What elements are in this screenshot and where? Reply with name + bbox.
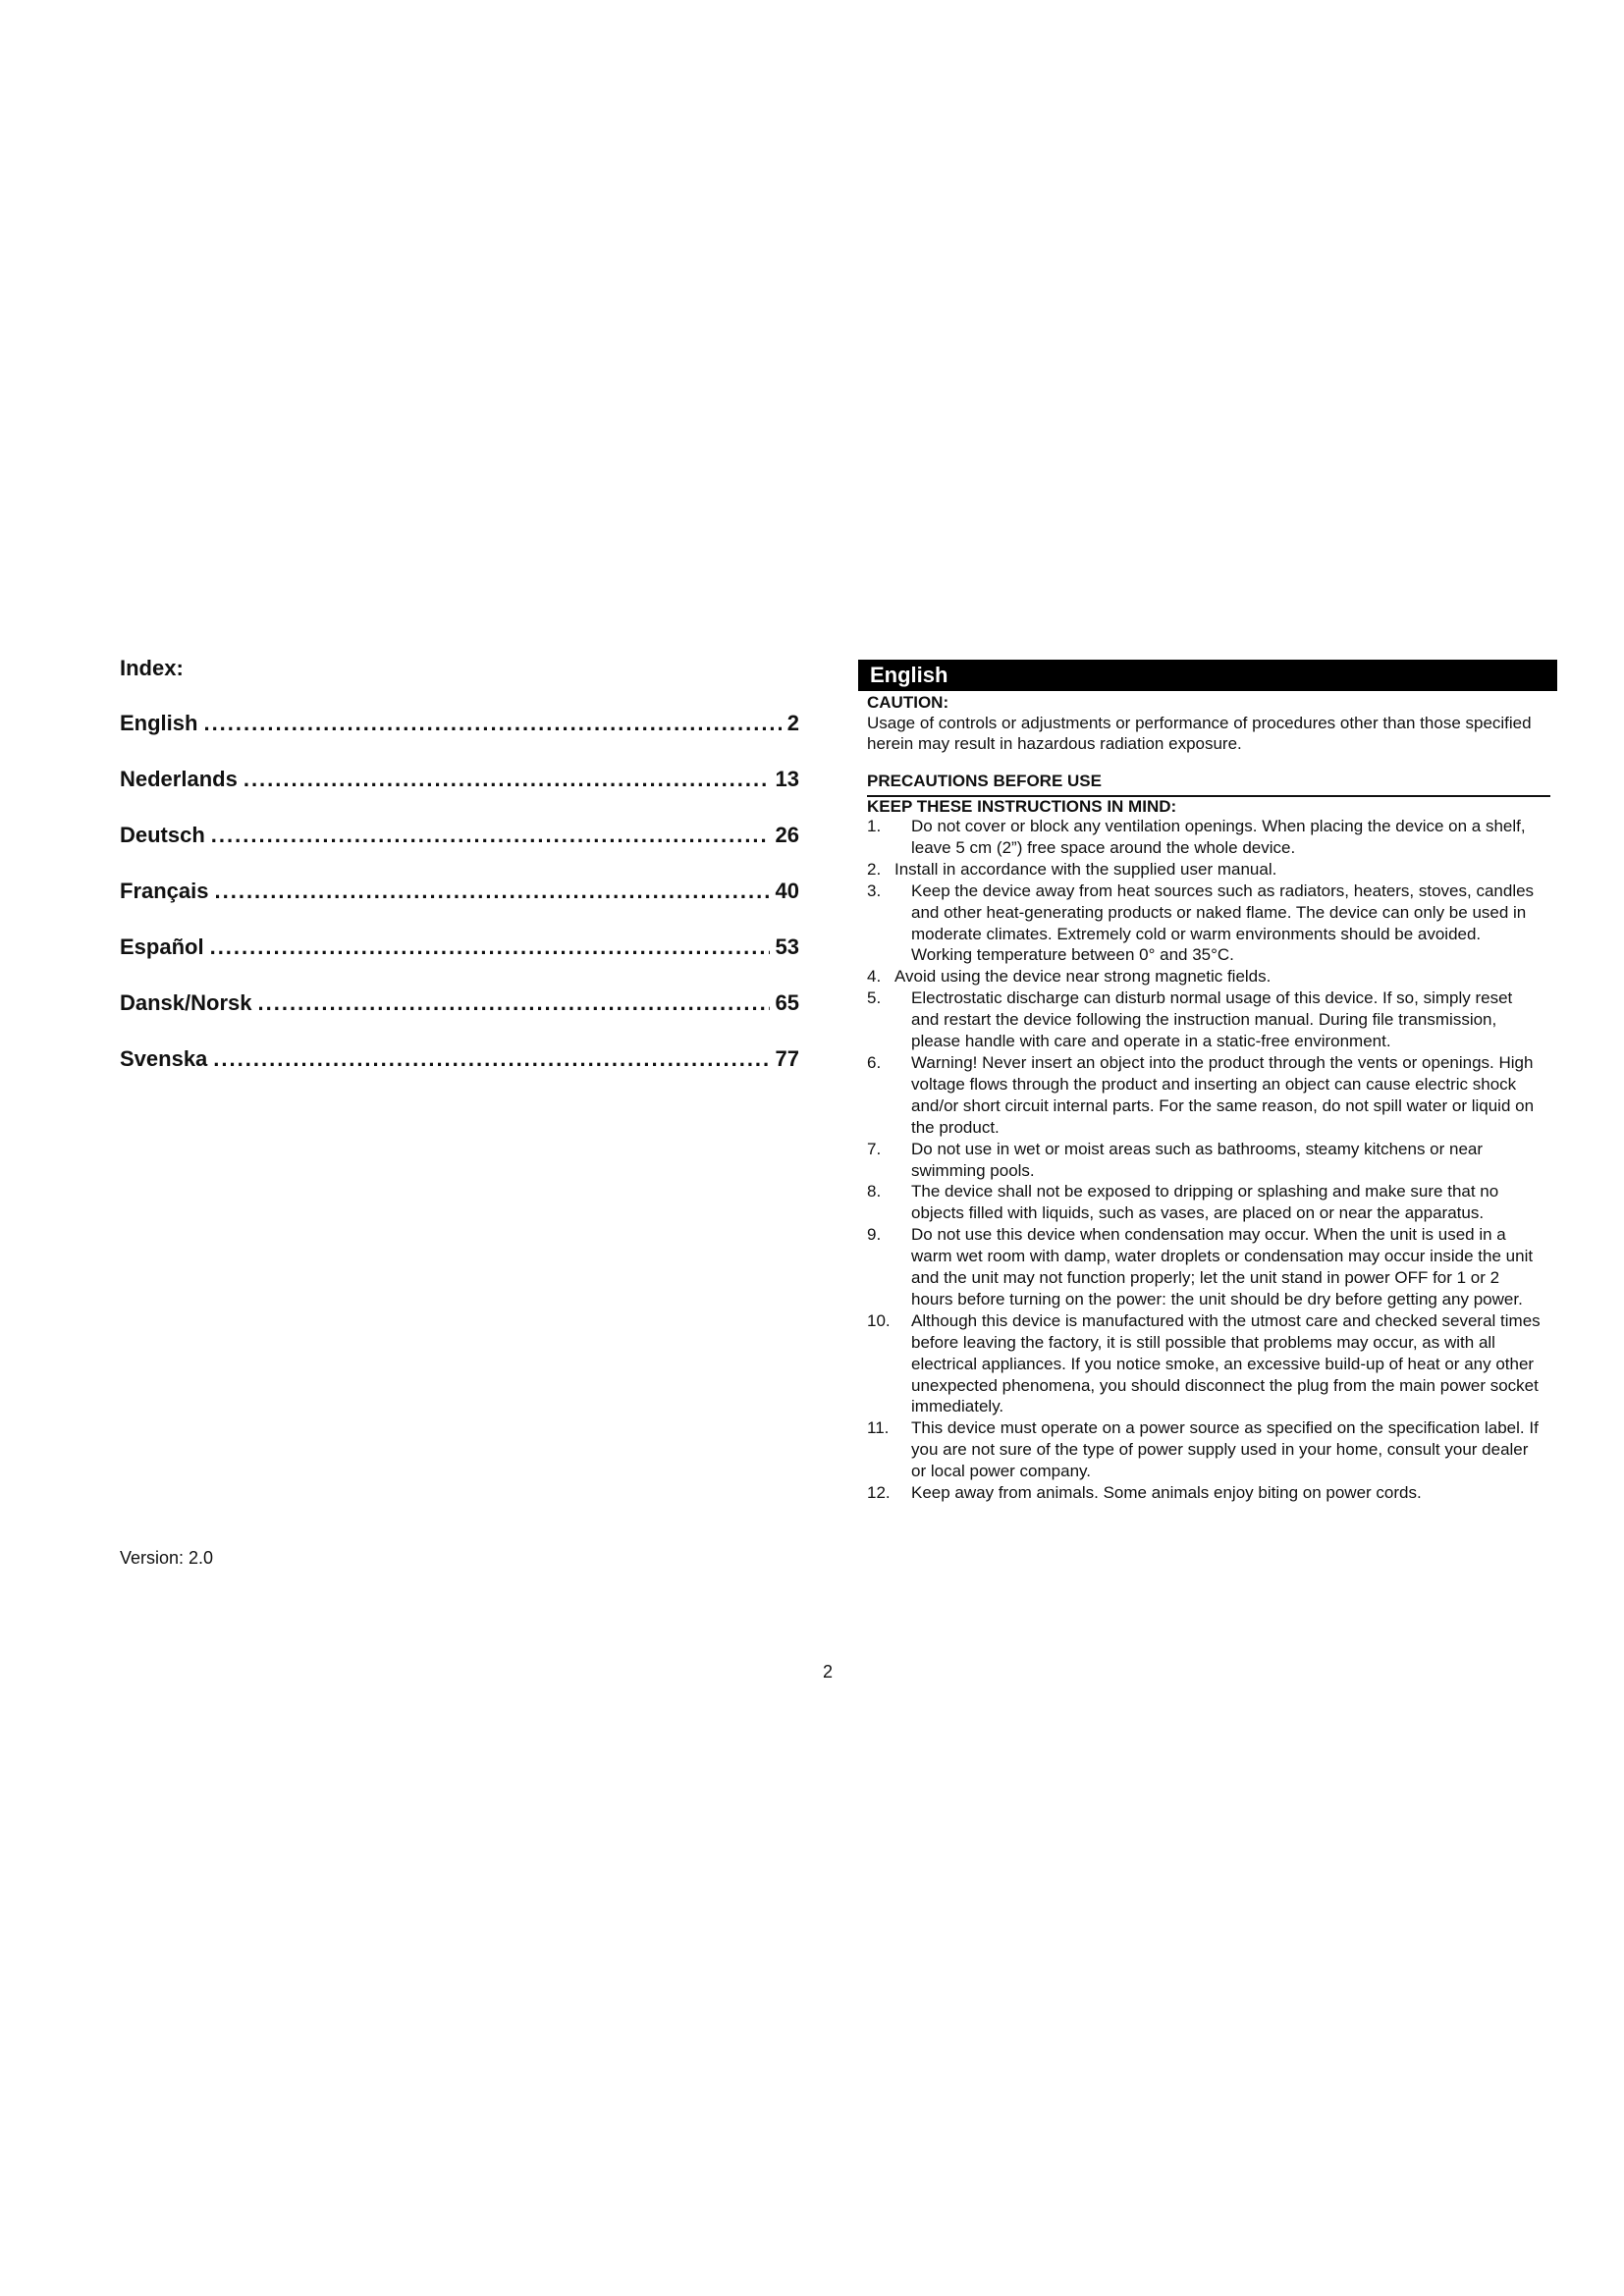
toc-page-number: 13	[775, 767, 799, 791]
item-text: Electrostatic discharge can disturb normal usage of this device. If so, simply reset and restart the device following the instruction manual. During file transmission, please handle with care and operate in a static-free environment.	[911, 988, 1513, 1051]
list-item	[867, 1181, 1544, 1224]
section-heading: English	[858, 660, 1557, 691]
list-item	[867, 1052, 1544, 1139]
toc-leader	[211, 823, 770, 848]
toc-label: Dansk/Norsk	[120, 990, 252, 1015]
precautions-list	[860, 816, 1551, 1504]
english-section	[860, 660, 1551, 1504]
toc-page-number: 53	[775, 934, 799, 959]
toc-page-number: 40	[775, 879, 799, 903]
precautions-title: PRECAUTIONS BEFORE USE	[867, 772, 1102, 790]
item-text: Keep the device away from heat sources such as radiators, heaters, stoves, candles and other heat-generating products or naked flame. The device can only be used in moderate climates. Extremely cold or warm environments should be avoided. Working temperature between 0° and 35°C.	[911, 881, 1535, 965]
toc-entry-svenska[interactable]	[120, 1046, 799, 1102]
item-number: 9.	[867, 1225, 882, 1245]
caution-title: CAUTION:	[867, 693, 949, 712]
toc-leader	[258, 990, 770, 1016]
toc-label: Español	[120, 934, 204, 959]
page-number: 2	[823, 1662, 834, 1682]
list-item	[867, 1224, 1544, 1310]
item-text: Do not cover or block any ventilation openings. When placing the device on a shelf, leave 5 cm (2”) free space around the whole device.	[911, 817, 1526, 857]
toc-leader	[203, 711, 781, 736]
version-label: Version: 2.0	[120, 1548, 214, 1568]
list-item	[867, 966, 1544, 988]
item-number: 6.	[867, 1052, 882, 1072]
toc-entry-francais[interactable]	[120, 879, 799, 934]
toc-label: Français	[120, 879, 209, 903]
toc-label: English	[120, 711, 198, 735]
item-text: Warning! Never insert an object into the product through the vents or openings. High voltage flows through the product and inserting an object can cause electric shock and/or short circuit internal parts. For the same reason, do not spill water or liquid on the product.	[911, 1052, 1535, 1137]
item-text: Keep away from animals. Some animals enjoy biting on power cords.	[911, 1483, 1422, 1503]
item-number: 5.	[867, 988, 882, 1008]
toc-label: Nederlands	[120, 767, 238, 791]
toc-entry-nederlands[interactable]	[120, 767, 799, 823]
toc-page-number: 77	[775, 1046, 799, 1071]
toc-page-number: 2	[786, 711, 799, 735]
item-number: 4.	[867, 967, 882, 987]
item-number: 2.	[867, 859, 882, 879]
item-number: 10.	[867, 1310, 891, 1330]
item-text: The device shall not be exposed to dripping or splashing and make sure that no objects filled with liquids, such as vases, are placed on or near the apparatus.	[911, 1182, 1499, 1223]
toc-leader	[210, 934, 770, 960]
list-item	[867, 1139, 1544, 1182]
toc-leader	[244, 767, 770, 792]
toc-entry-english[interactable]	[120, 711, 799, 767]
caution-text: Usage of controls or adjustments or performance of procedures other than those specified herein may result in hazardous radiation exposure.	[867, 714, 1532, 753]
index-panel	[120, 656, 799, 1102]
item-number: 12.	[867, 1483, 891, 1503]
item-text: Install in accordance with the supplied user manual.	[894, 859, 1277, 879]
toc-label: Deutsch	[120, 823, 205, 847]
list-item	[867, 859, 1544, 881]
toc-leader	[213, 1046, 769, 1072]
item-text: This device must operate on a power source as specified on the specification label. If you are not sure of the type of power supply used in your home, consult your dealer or local power company.	[911, 1418, 1539, 1481]
item-number: 1.	[867, 817, 882, 835]
item-number: 8.	[867, 1182, 882, 1201]
list-item	[867, 816, 1544, 859]
toc-entry-deutsch[interactable]	[120, 823, 799, 879]
list-item	[867, 881, 1544, 967]
list-item	[867, 988, 1544, 1052]
item-text: Although this device is manufactured with the utmost care and checked several times before leaving the factory, it is still possible that problems may occur, as with all electrical appliances. If you notice smoke, an excessive build-up of heat or any other unexpected phenomena, you should disconnect the plug from the main power socket immediately.	[911, 1310, 1541, 1416]
keep-instructions-title: KEEP THESE INSTRUCTIONS IN MIND:	[867, 797, 1177, 816]
toc-entry-dansk-norsk[interactable]	[120, 990, 799, 1046]
toc-label: Svenska	[120, 1046, 208, 1071]
toc-page-number: 26	[775, 823, 799, 847]
toc-page-number: 65	[775, 990, 799, 1015]
item-text: Do not use this device when condensation may occur. When the unit is used in a warm wet room with damp, water droplets or condensation may occur inside the unit and the unit may not function properly; let the unit stand in power OFF for 1 or 2 hours before turning on the power: the unit should be dry before getting any power.	[911, 1225, 1534, 1308]
list-item	[867, 1310, 1544, 1418]
list-item	[867, 1482, 1544, 1504]
item-number: 3.	[867, 881, 882, 900]
index-title: Index:	[120, 656, 184, 680]
item-text: Do not use in wet or moist areas such as bathrooms, steamy kitchens or near swimming pools.	[911, 1139, 1484, 1180]
toc-entry-espanol[interactable]	[120, 934, 799, 990]
item-text: Avoid using the device near strong magnetic fields.	[894, 967, 1272, 987]
item-number: 11.	[867, 1418, 890, 1438]
list-item	[867, 1417, 1544, 1482]
item-number: 7.	[867, 1139, 882, 1158]
toc-leader	[215, 879, 770, 904]
